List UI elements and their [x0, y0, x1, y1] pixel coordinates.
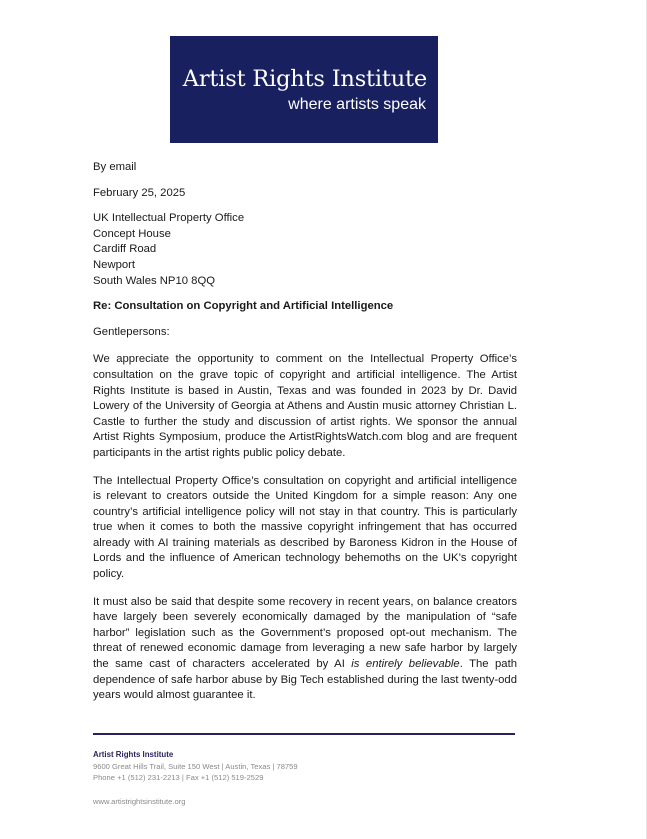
footer-address: 9600 Great Hills Trail, Suite 150 West | Austin, Texas | 78759 [93, 761, 298, 771]
letter-date: February 25, 2025 [93, 186, 186, 199]
paragraph-2: The Intellectual Property Office’s consultation on copyright and artificial intelligence is relevant to creators outside the United Kingdom for a simple reason: Any one country’s artificial intelligence policy will not stay in that country. This is particularly true when it comes to both the massive copyright infringement that has occurred already with AI training materials as described by Baroness Kidron in the House of Lords and the influence of American technology behemoths on the UK’s copyright policy. [93, 474, 517, 581]
logo [170, 36, 438, 143]
recipient-line: Cardiff Road [93, 243, 157, 256]
recipient-line: Concept House [93, 227, 171, 240]
delivery-method: By email [93, 161, 137, 173]
paragraph-3-emphasis: is entirely believable [351, 658, 460, 671]
recipient-line: South Wales NP10 8QQ [93, 274, 216, 287]
recipient-line: Newport [93, 258, 136, 271]
paragraph-3 [93, 595, 517, 704]
footer-divider [93, 733, 515, 735]
logo-tagline: where artists speak [288, 96, 426, 113]
footer-phone-fax: Phone +1 (512) 231-2213 | Fax +1 (512) 519-2529 [93, 773, 264, 782]
recipient-address [93, 211, 517, 289]
salutation: Gentlepersons: [93, 325, 170, 338]
footer [93, 749, 298, 784]
footer-website-link[interactable]: www.artistrightsinstitute.org [93, 797, 186, 806]
paragraph-1: We appreciate the opportunity to comment on the Intellectual Property Office’s consultation on the grave topic of copyright and artificial intelligence. The Artist Rights Institute is based in Austin, Texas and was founded in 2023 by Dr. David Lowery of the University of Georgia at Athens and Austin music attorney Christian L. Castle to further the study and discussion of artist rights. We sponsor the annual Artist Rights Symposium, produce the ArtistRightsWatch.com blog and are frequent participants in the artist rights public policy debate. [93, 353, 517, 459]
paragraph-3-text-end: . The path dependence of safe harbor abuse by Big Tech established during the last twenty-odd years would almost guarantee it. [93, 658, 518, 702]
logo-name: Artist Rights Institute [182, 66, 427, 92]
recipient-line: UK Intellectual Property Office [93, 212, 245, 225]
letter-body [93, 160, 517, 704]
subject-line: Re: Consultation on Copyright and Artificial Intelligence [93, 300, 394, 313]
paragraph-3-text: It must also be said that despite some recovery in recent years, on balance creators have largely been severely economically damaged by the manipulation of “safe harbor” legislation such as the Government’s proposed opt-out mechanism. The threat of renewed economic damage from leveraging a new safe harbor by largely the same cast of characters accelerated by AI [93, 595, 517, 671]
footer-org-name: Artist Rights Institute [93, 750, 174, 759]
